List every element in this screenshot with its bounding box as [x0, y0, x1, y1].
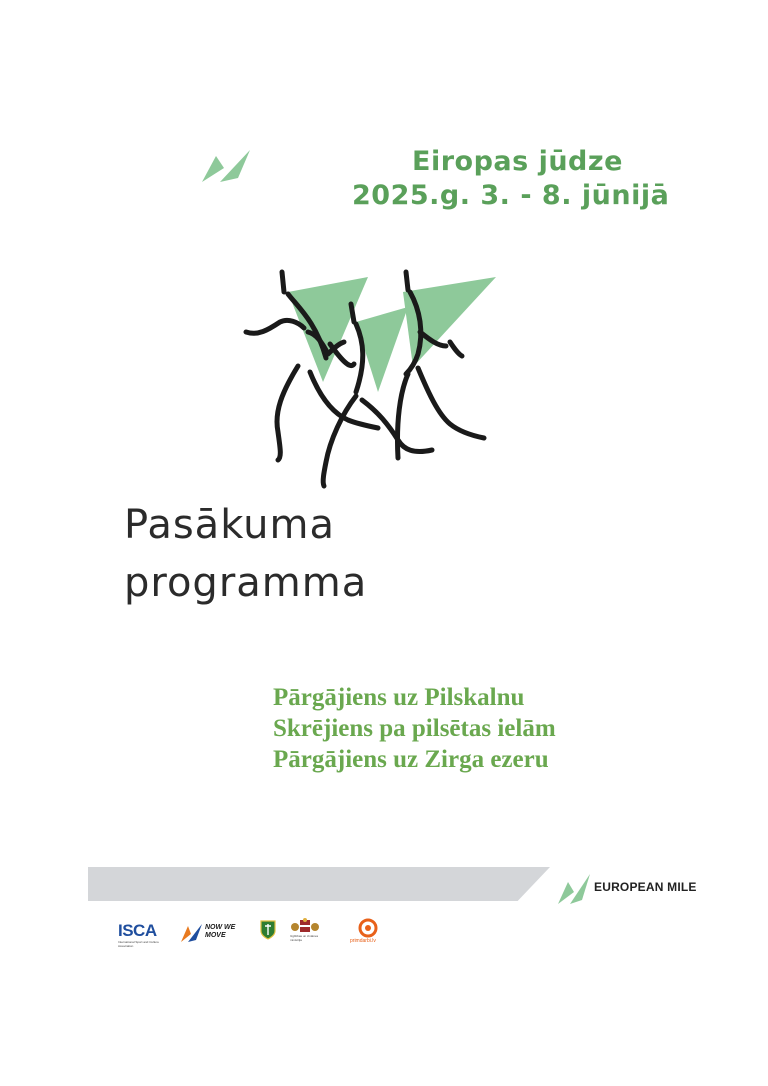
now-we-move-logo-name: NOW WE MOVE — [205, 924, 236, 939]
isca-logo-caption: International Sport and Culture Association — [118, 940, 159, 948]
partner-logos — [118, 918, 398, 954]
isca-logo-name: ISCA — [118, 921, 157, 940]
primdarbi-ring-icon — [358, 918, 378, 938]
program-item: Pārgājiens uz Pilskalnu — [273, 684, 525, 711]
european-mile-small-logo-icon — [198, 148, 254, 184]
footer-bar — [88, 867, 550, 901]
european-mile-brand: EUROPEAN MILE — [594, 880, 697, 894]
program-item: Pārgājiens uz Zirga ezeru — [273, 746, 549, 773]
runners-illustration-icon — [238, 262, 498, 492]
program-list — [273, 682, 556, 775]
event-dates: 2025.g. 3. - 8. jūnijā — [352, 180, 670, 211]
isca-logo — [118, 922, 174, 948]
title-line-1: Pasākuma — [124, 502, 335, 548]
title-line-2: programma — [124, 560, 368, 606]
event-name: Eiropas jūdze — [412, 146, 623, 177]
municipality-crest-icon — [260, 920, 276, 940]
ministry-logo — [290, 918, 324, 942]
primdarbi-logo-caption: primdarbi.lv — [350, 938, 376, 944]
latvia-coat-of-arms-icon — [290, 918, 320, 934]
primdarbi-logo — [350, 918, 378, 944]
european-mile-logo-icon — [556, 872, 592, 906]
now-we-move-arrow-icon — [180, 922, 204, 944]
program-item: Skrējiens pa pilsētas ielām — [273, 715, 556, 742]
ministry-logo-caption: Izglītības un zinātnes ministrija — [290, 934, 319, 942]
